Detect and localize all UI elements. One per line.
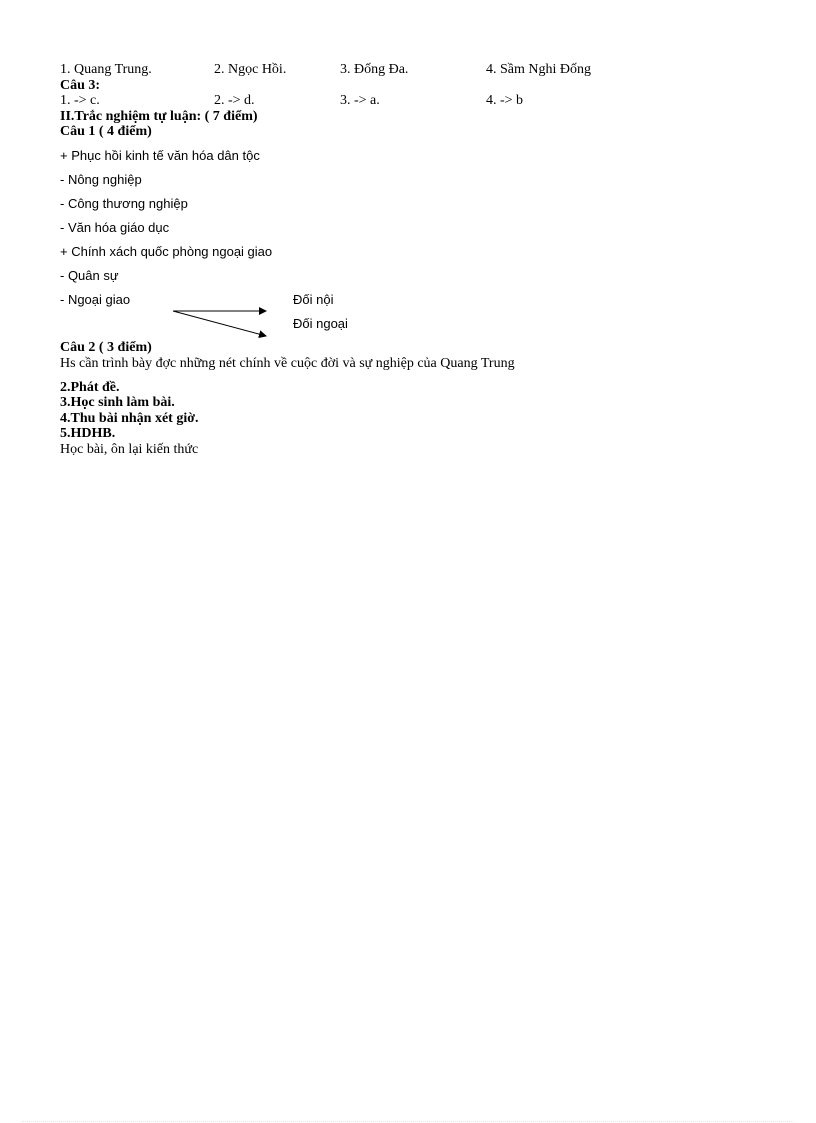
step-line: 5.HDHB.: [60, 426, 116, 441]
cau1-line: - Ngoại giao: [60, 292, 131, 307]
answer-4: 4. Sầm Nghi Đống: [486, 62, 591, 77]
q3-answer-2: 2. -> d.: [214, 93, 255, 108]
cau1-line: - Công thương nghiệp: [60, 196, 188, 211]
answer-3: 3. Đống Đa.: [340, 62, 409, 77]
question-3-title: Câu 3:: [60, 78, 101, 93]
cau1-line: - Văn hóa giáo dục: [60, 220, 170, 235]
step-line: 2.Phát đề.: [60, 380, 120, 395]
step-line: 4.Thu bài nhận xét giờ.: [60, 411, 199, 426]
arrow-target-doi-noi: Đối nội: [293, 292, 334, 307]
q3-answer-3: 3. -> a.: [340, 93, 380, 108]
q3-answer-4: 4. -> b: [486, 93, 524, 108]
cau-1-title: Câu 1 ( 4 điểm): [60, 124, 152, 139]
step-line: 3.Học sinh làm bài.: [60, 395, 175, 410]
cau-2-text: Hs cần trình bày đợc những nét chính về cuộc đời và sự nghiệp của Quang Trung: [60, 356, 515, 371]
closing-line: Học bài, ôn lại kiến thức: [60, 442, 199, 457]
cau1-line: - Nông nghiệp: [60, 172, 142, 187]
arrow-to-doi-ngoai: [173, 311, 266, 336]
q3-answer-1: 1. -> c.: [60, 93, 100, 108]
answer-1: 1. Quang Trung.: [60, 62, 152, 77]
answer-2: 2. Ngọc Hồi.: [214, 62, 287, 77]
cau-2-title: Câu 2 ( 3 điểm): [60, 340, 152, 355]
page-bottom-border: [22, 1121, 794, 1122]
cau1-line: + Phục hồi kinh tế văn hóa dân tộc: [60, 148, 260, 163]
section-2-title: II.Trắc nghiệm tự luận: ( 7 điểm): [60, 109, 258, 124]
arrow-target-doi-ngoai: Đối ngoại: [293, 316, 348, 331]
cau1-line: - Quân sự: [60, 268, 119, 283]
cau1-line: + Chính xách quốc phòng ngoại giao: [60, 244, 273, 259]
